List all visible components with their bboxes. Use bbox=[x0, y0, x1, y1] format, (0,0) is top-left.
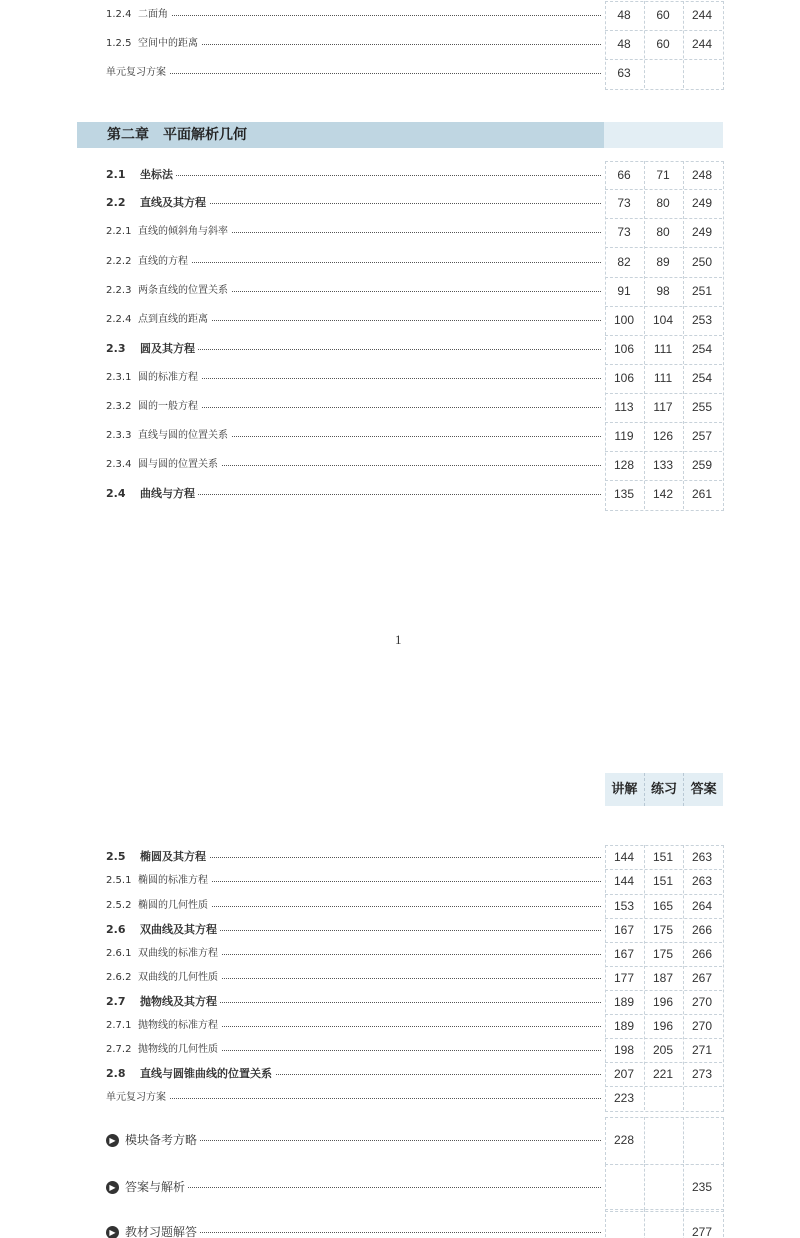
toc-entry-label bbox=[106, 894, 211, 918]
row-divider bbox=[605, 306, 722, 307]
page-lecture: 128 bbox=[613, 458, 635, 472]
page-answer: 235 bbox=[691, 1180, 713, 1194]
page-practice bbox=[644, 1086, 682, 1110]
toc-entry-label bbox=[106, 32, 201, 56]
row-divider bbox=[605, 247, 722, 248]
page-answer: 266 bbox=[691, 947, 713, 961]
toc-entry[interactable] bbox=[106, 424, 723, 448]
page-answer: 261 bbox=[691, 487, 713, 501]
row-divider bbox=[605, 218, 722, 219]
page-practice: 111 bbox=[653, 342, 673, 356]
page-answer bbox=[683, 1128, 721, 1152]
toc-entry[interactable] bbox=[106, 453, 723, 477]
section-number: 2.3.1 bbox=[106, 372, 132, 383]
column-header-answers: 答案 bbox=[683, 773, 723, 806]
page-answer: 270 bbox=[691, 995, 713, 1009]
section-title: 圆与圆的位置关系 bbox=[138, 459, 218, 470]
section-title: 直线的方程 bbox=[138, 256, 188, 267]
page-lecture: 189 bbox=[613, 1019, 635, 1033]
toc-entry-label bbox=[106, 1038, 221, 1062]
toc-entry[interactable] bbox=[106, 1175, 723, 1199]
page-practice: 80 bbox=[656, 225, 670, 239]
page-answer: 255 bbox=[691, 400, 713, 414]
toc-entry-label bbox=[106, 279, 231, 303]
section-title: 抛物线的几何性质 bbox=[138, 1044, 218, 1055]
toc-entry-label bbox=[106, 395, 201, 419]
section-title: 空间中的距离 bbox=[138, 38, 198, 49]
toc-entry-label bbox=[106, 220, 231, 244]
row-divider bbox=[605, 335, 722, 336]
toc-entry-label bbox=[106, 845, 209, 869]
toc-entry-label bbox=[106, 3, 171, 27]
section-number: 2.2.4 bbox=[106, 314, 132, 325]
section-number: 2.5.2 bbox=[106, 900, 132, 911]
page-lecture: 48 bbox=[617, 37, 631, 51]
toc-entry[interactable] bbox=[106, 1038, 723, 1062]
page-lecture: 189 bbox=[613, 995, 635, 1009]
page-lecture: 153 bbox=[613, 899, 635, 913]
section-number: 2.7.1 bbox=[106, 1020, 132, 1031]
section-title: 模块备考方略 bbox=[125, 1133, 198, 1147]
page-lecture: 100 bbox=[613, 313, 635, 327]
page-practice: 104 bbox=[652, 313, 674, 327]
section-title: 教材习题解答 bbox=[125, 1225, 198, 1238]
page-answer: 271 bbox=[691, 1043, 713, 1057]
toc-entry[interactable] bbox=[106, 845, 723, 869]
section-number: 2.8 bbox=[106, 1067, 126, 1080]
toc-entry[interactable] bbox=[106, 1014, 723, 1038]
dot-leader bbox=[106, 1098, 601, 1099]
section-title: 坐标法 bbox=[140, 168, 173, 181]
dot-leader bbox=[106, 73, 601, 74]
page-answer: 249 bbox=[691, 225, 713, 239]
section-number: 2.6 bbox=[106, 923, 126, 936]
row-divider bbox=[605, 422, 722, 423]
page-lecture: 223 bbox=[613, 1091, 635, 1105]
section-title: 圆及其方程 bbox=[140, 342, 195, 355]
page-lecture: 91 bbox=[617, 284, 631, 298]
page-answer: 273 bbox=[691, 1067, 713, 1081]
toc-entry[interactable] bbox=[106, 894, 723, 918]
section-title: 直线与圆的位置关系 bbox=[138, 430, 228, 441]
toc-entry[interactable] bbox=[106, 337, 723, 361]
page-practice: 142 bbox=[652, 487, 674, 501]
section-number: 1.2.4 bbox=[106, 9, 132, 20]
page-lecture: 177 bbox=[613, 971, 635, 985]
page-lecture: 207 bbox=[613, 1067, 635, 1081]
chapter-banner bbox=[77, 122, 604, 148]
page-lecture: 144 bbox=[613, 874, 635, 888]
section-number: 2.7 bbox=[106, 995, 126, 1008]
page-practice: 205 bbox=[652, 1043, 674, 1057]
page-answer: 264 bbox=[691, 899, 713, 913]
page-practice: 151 bbox=[652, 850, 674, 864]
chapter-title: 第二章 平面解析几何 bbox=[107, 127, 247, 143]
section-title: 圆的标准方程 bbox=[138, 372, 198, 383]
page-practice: 175 bbox=[652, 923, 674, 937]
page-practice: 187 bbox=[652, 971, 674, 985]
toc-entry[interactable] bbox=[106, 3, 723, 27]
section-number: 2.2.1 bbox=[106, 226, 132, 237]
section-title: 抛物线及其方程 bbox=[140, 995, 217, 1008]
toc-entry-label bbox=[106, 966, 221, 990]
toc-entry[interactable] bbox=[106, 1128, 723, 1152]
section-number: 2.2.3 bbox=[106, 285, 132, 296]
page-practice: 151 bbox=[652, 874, 674, 888]
toc-entry-label bbox=[106, 942, 221, 966]
arrow-circle-icon: ▶ bbox=[106, 1134, 119, 1147]
section-number: 2.1 bbox=[106, 168, 126, 181]
page-answer: 266 bbox=[691, 923, 713, 937]
page-answer: 267 bbox=[691, 971, 713, 985]
page-practice bbox=[644, 1128, 682, 1152]
toc-entry-label bbox=[106, 1014, 221, 1038]
section-number: 2.3.3 bbox=[106, 430, 132, 441]
section-number: 1.2.5 bbox=[106, 38, 132, 49]
row-divider bbox=[605, 59, 722, 60]
page-practice: 221 bbox=[652, 1067, 674, 1081]
toc-entry-label bbox=[106, 163, 176, 187]
page-lecture: 119 bbox=[614, 429, 634, 443]
page-lecture: 63 bbox=[617, 66, 631, 80]
column-header-practice: 练习 bbox=[644, 773, 684, 806]
dot-leader bbox=[106, 15, 601, 16]
section-title: 答案与解析 bbox=[125, 1180, 186, 1194]
toc-entry[interactable] bbox=[106, 191, 723, 215]
arrow-circle-icon: ▶ bbox=[106, 1181, 119, 1194]
section-title: 单元复习方案 bbox=[106, 67, 166, 78]
toc-entry[interactable] bbox=[106, 918, 723, 942]
page-practice bbox=[644, 1175, 682, 1199]
page-answer bbox=[683, 61, 721, 85]
row-divider bbox=[605, 364, 722, 365]
section-title: 椭圆的标准方程 bbox=[138, 875, 208, 886]
page-lecture: 198 bbox=[613, 1043, 635, 1057]
section-title: 双曲线的几何性质 bbox=[138, 972, 218, 983]
page-number: 1 bbox=[395, 632, 402, 647]
toc-entry[interactable] bbox=[106, 1062, 723, 1086]
page-practice: 165 bbox=[652, 899, 674, 913]
page-answer: 250 bbox=[691, 255, 713, 269]
page-practice bbox=[644, 61, 682, 85]
page-practice bbox=[644, 1220, 682, 1238]
toc-entry-label bbox=[106, 424, 231, 448]
page-answer: 249 bbox=[691, 196, 713, 210]
section-title: 单元复习方案 bbox=[106, 1092, 166, 1103]
toc-entry[interactable] bbox=[106, 61, 723, 85]
section-title: 双曲线的标准方程 bbox=[138, 948, 218, 959]
toc-entry[interactable] bbox=[106, 1086, 723, 1110]
column-header bbox=[605, 773, 723, 806]
page-answer: 248 bbox=[691, 168, 713, 182]
page-lecture: 106 bbox=[613, 371, 635, 385]
toc-entry[interactable] bbox=[106, 990, 723, 1014]
toc-entry-label bbox=[106, 1220, 200, 1238]
section-title: 曲线与方程 bbox=[140, 487, 195, 500]
page-lecture bbox=[605, 1220, 643, 1238]
row-divider bbox=[605, 393, 722, 394]
section-title: 二面角 bbox=[138, 9, 168, 20]
row-divider bbox=[605, 30, 722, 31]
section-number: 2.3 bbox=[106, 342, 126, 355]
page-lecture bbox=[605, 1175, 643, 1199]
section-number: 2.3.2 bbox=[106, 401, 132, 412]
page-answer: 253 bbox=[691, 313, 713, 327]
section-title: 椭圆的几何性质 bbox=[138, 900, 208, 911]
row-divider bbox=[605, 277, 722, 278]
section-number: 2.6.1 bbox=[106, 948, 132, 959]
page-lecture: 48 bbox=[617, 8, 631, 22]
page-practice: 175 bbox=[652, 947, 674, 961]
toc-entry-label bbox=[106, 61, 169, 85]
page-lecture: 113 bbox=[614, 400, 634, 414]
page-lecture: 73 bbox=[617, 225, 631, 239]
page-lecture: 144 bbox=[613, 850, 635, 864]
toc-entry[interactable] bbox=[106, 32, 723, 56]
section-number: 2.6.2 bbox=[106, 972, 132, 983]
page-lecture: 73 bbox=[617, 196, 631, 210]
toc-entry[interactable] bbox=[106, 966, 723, 990]
toc-entry[interactable] bbox=[106, 942, 723, 966]
toc-entry[interactable] bbox=[106, 308, 723, 332]
section-title: 直线的倾斜角与斜率 bbox=[138, 226, 228, 237]
toc-entry-label bbox=[106, 1128, 200, 1152]
section-number: 2.5 bbox=[106, 850, 126, 863]
toc-entry-label bbox=[106, 337, 198, 361]
toc-entry-label bbox=[106, 191, 209, 215]
page-lecture: 82 bbox=[617, 255, 631, 269]
page-answer: 270 bbox=[691, 1019, 713, 1033]
page-practice: 196 bbox=[652, 995, 674, 1009]
chapter-banner-columns bbox=[604, 122, 723, 148]
page-practice: 60 bbox=[656, 37, 670, 51]
section-title: 直线及其方程 bbox=[140, 196, 206, 209]
column-header-lecture: 讲解 bbox=[611, 782, 638, 797]
toc-entry[interactable] bbox=[106, 279, 723, 303]
dot-leader bbox=[106, 175, 601, 176]
toc-entry[interactable] bbox=[106, 220, 723, 244]
page-answer: 263 bbox=[691, 874, 713, 888]
section-title: 点到直线的距离 bbox=[138, 314, 208, 325]
toc-entry-label bbox=[106, 1086, 169, 1110]
page-answer: 254 bbox=[691, 371, 713, 385]
toc-entry[interactable] bbox=[106, 250, 723, 274]
page-answer: 251 bbox=[691, 284, 713, 298]
page-answer: 259 bbox=[691, 458, 713, 472]
toc-entry[interactable] bbox=[106, 869, 723, 893]
row-divider bbox=[605, 451, 722, 452]
page-lecture: 106 bbox=[613, 342, 635, 356]
section-title: 两条直线的位置关系 bbox=[138, 285, 228, 296]
toc-entry-label bbox=[106, 1062, 275, 1086]
section-number: 2.4 bbox=[106, 487, 126, 500]
section-number: 2.7.2 bbox=[106, 1044, 132, 1055]
section-title: 圆的一般方程 bbox=[138, 401, 198, 412]
page-answer: 277 bbox=[691, 1225, 713, 1238]
arrow-circle-icon: ▶ bbox=[106, 1226, 119, 1238]
page-answer: 263 bbox=[691, 850, 713, 864]
section-title: 双曲线及其方程 bbox=[140, 923, 217, 936]
page-practice: 117 bbox=[653, 400, 673, 414]
section-title: 椭圆及其方程 bbox=[140, 850, 206, 863]
page-practice: 80 bbox=[656, 196, 670, 210]
row-divider bbox=[605, 189, 722, 190]
toc-entry[interactable] bbox=[106, 366, 723, 390]
toc-entry[interactable] bbox=[106, 395, 723, 419]
toc-entry-label bbox=[106, 453, 221, 477]
toc-entry[interactable] bbox=[106, 482, 723, 506]
section-number: 2.5.1 bbox=[106, 875, 132, 886]
page-practice: 60 bbox=[656, 8, 670, 22]
page-lecture: 167 bbox=[613, 923, 635, 937]
page-practice: 71 bbox=[656, 168, 670, 182]
section-title: 直线与圆锥曲线的位置关系 bbox=[140, 1067, 272, 1080]
page-lecture: 228 bbox=[613, 1133, 635, 1147]
toc-entry-label bbox=[106, 482, 198, 506]
toc-entry[interactable] bbox=[106, 163, 723, 187]
page-lecture: 167 bbox=[613, 947, 635, 961]
page-answer: 244 bbox=[691, 37, 713, 51]
page-practice: 196 bbox=[652, 1019, 674, 1033]
toc-entry-label bbox=[106, 1175, 188, 1199]
page-lecture: 135 bbox=[613, 487, 635, 501]
toc-entry-label bbox=[106, 250, 191, 274]
page-practice: 126 bbox=[652, 429, 674, 443]
page-answer: 257 bbox=[691, 429, 713, 443]
page-lecture: 66 bbox=[617, 168, 631, 182]
toc-entry-label bbox=[106, 366, 201, 390]
section-number: 2.3.4 bbox=[106, 459, 132, 470]
page-practice: 98 bbox=[656, 284, 670, 298]
page-practice: 89 bbox=[656, 255, 670, 269]
page-practice: 133 bbox=[652, 458, 674, 472]
page-answer bbox=[683, 1086, 721, 1110]
toc-entry-label bbox=[106, 308, 211, 332]
section-number: 2.2.2 bbox=[106, 256, 132, 267]
section-title: 抛物线的标准方程 bbox=[138, 1020, 218, 1031]
row-divider bbox=[605, 480, 722, 481]
page-answer: 254 bbox=[691, 342, 713, 356]
section-number: 2.2 bbox=[106, 196, 126, 209]
page-answer: 244 bbox=[691, 8, 713, 22]
toc-entry-label bbox=[106, 918, 220, 942]
toc-entry-label bbox=[106, 990, 220, 1014]
toc-entry-label bbox=[106, 869, 211, 893]
page-practice: 111 bbox=[653, 371, 673, 385]
toc-entry[interactable] bbox=[106, 1220, 723, 1238]
